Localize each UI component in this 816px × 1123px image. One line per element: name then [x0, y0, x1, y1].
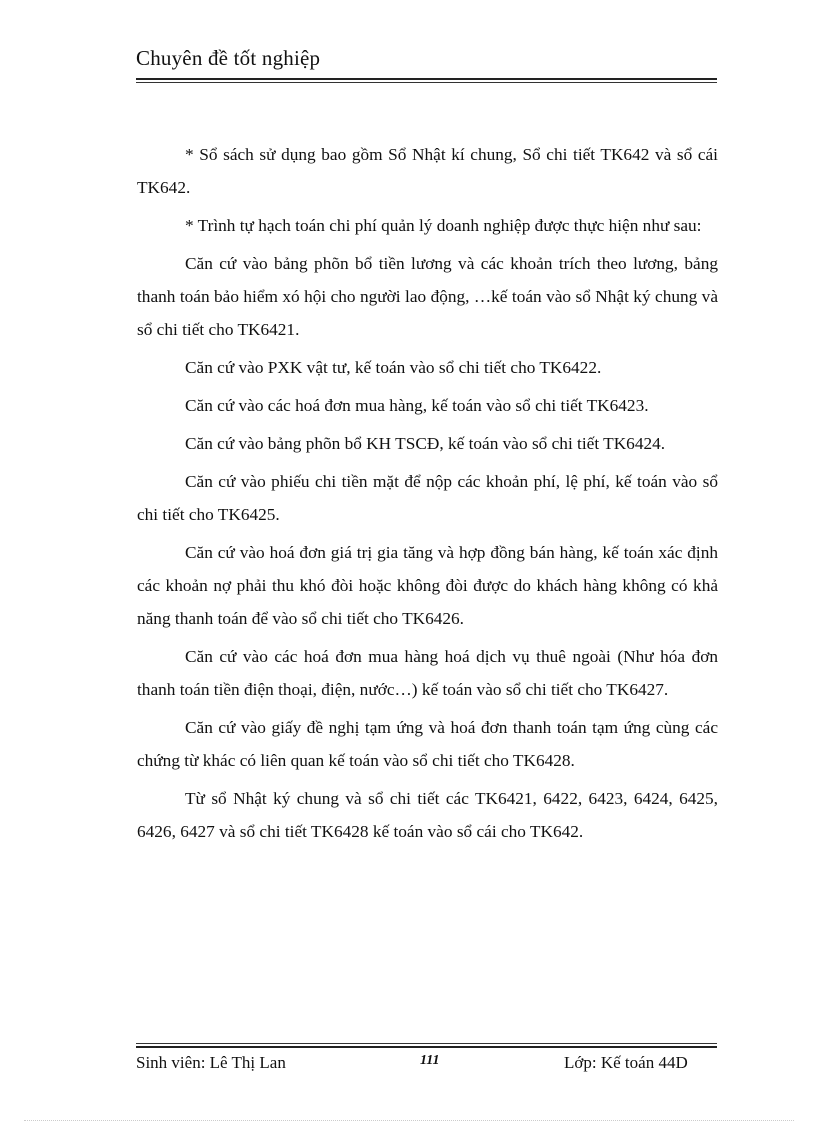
footer-class: Lớp: Kế toán 44D: [564, 1053, 688, 1072]
footer-student-name: Sinh viên: Lê Thị Lan: [136, 1053, 286, 1072]
paragraph-10: Căn cứ vào giấy đề nghị tạm ứng và hoá đơn thanh toán tạm ứng cùng các chứng từ khác có liên quan kế toán vào sổ chi tiết cho TK6428.: [137, 718, 718, 770]
paragraph-8: Căn cứ vào hoá đơn giá trị gia tăng và hợp đồng bán hàng, kế toán xác định các khoản nợ phải thu khó đòi hoặc không đòi được do khách hàng không có khả năng thanh toán để vào sổ chi tiết cho TK6426.: [137, 543, 718, 628]
paragraph-3: Căn cứ vào bảng phõn bổ tiền lương và các khoản trích theo lương, bảng thanh toán bảo hiểm xó hội cho người lao động, …kế toán vào sổ Nhật ký chung và sổ chi tiết cho TK6421.: [137, 254, 718, 339]
page-number: 111: [420, 1053, 440, 1068]
paragraph-1: * Sổ sách sử dụng bao gồm Sổ Nhật kí chung, Sổ chi tiết TK642 và sổ cái TK642.: [137, 145, 718, 197]
paragraph-7: Căn cứ vào phiếu chi tiền mặt để nộp các khoản phí, lệ phí, kế toán vào sổ chi tiết cho TK6425.: [137, 472, 718, 524]
document-body: [137, 138, 718, 853]
page-header-title: Chuyên đề tốt nghiệp: [136, 46, 321, 70]
footer-rule-bottom: [136, 1046, 717, 1048]
paragraph-11: Từ sổ Nhật ký chung và sổ chi tiết các TK6421, 6422, 6423, 6424, 6425, 6426, 6427 và sổ chi tiết TK6428 kế toán vào sổ cái cho TK642.: [137, 789, 718, 841]
page-bottom-border: [24, 1120, 794, 1121]
header-rule-bottom: [136, 82, 717, 83]
paragraph-9: Căn cứ vào các hoá đơn mua hàng hoá dịch vụ thuê ngoài (Như hóa đơn thanh toán tiền điện thoại, điện, nước…) kế toán vào sổ chi tiết cho TK6427.: [137, 647, 718, 699]
paragraph-5: Căn cứ vào các hoá đơn mua hàng, kế toán vào sổ chi tiết TK6423.: [185, 396, 649, 415]
paragraph-2: * Trình tự hạch toán chi phí quản lý doanh nghiệp được thực hiện như sau:: [185, 216, 702, 235]
paragraph-4: Căn cứ vào PXK vật tư, kế toán vào sổ chi tiết cho TK6422.: [185, 358, 602, 377]
page-footer: [136, 1053, 717, 1077]
paragraph-6: Căn cứ vào bảng phõn bổ KH TSCĐ, kế toán vào sổ chi tiết TK6424.: [185, 434, 666, 453]
header-rule-top: [136, 78, 717, 80]
footer-rule-top: [136, 1043, 717, 1044]
